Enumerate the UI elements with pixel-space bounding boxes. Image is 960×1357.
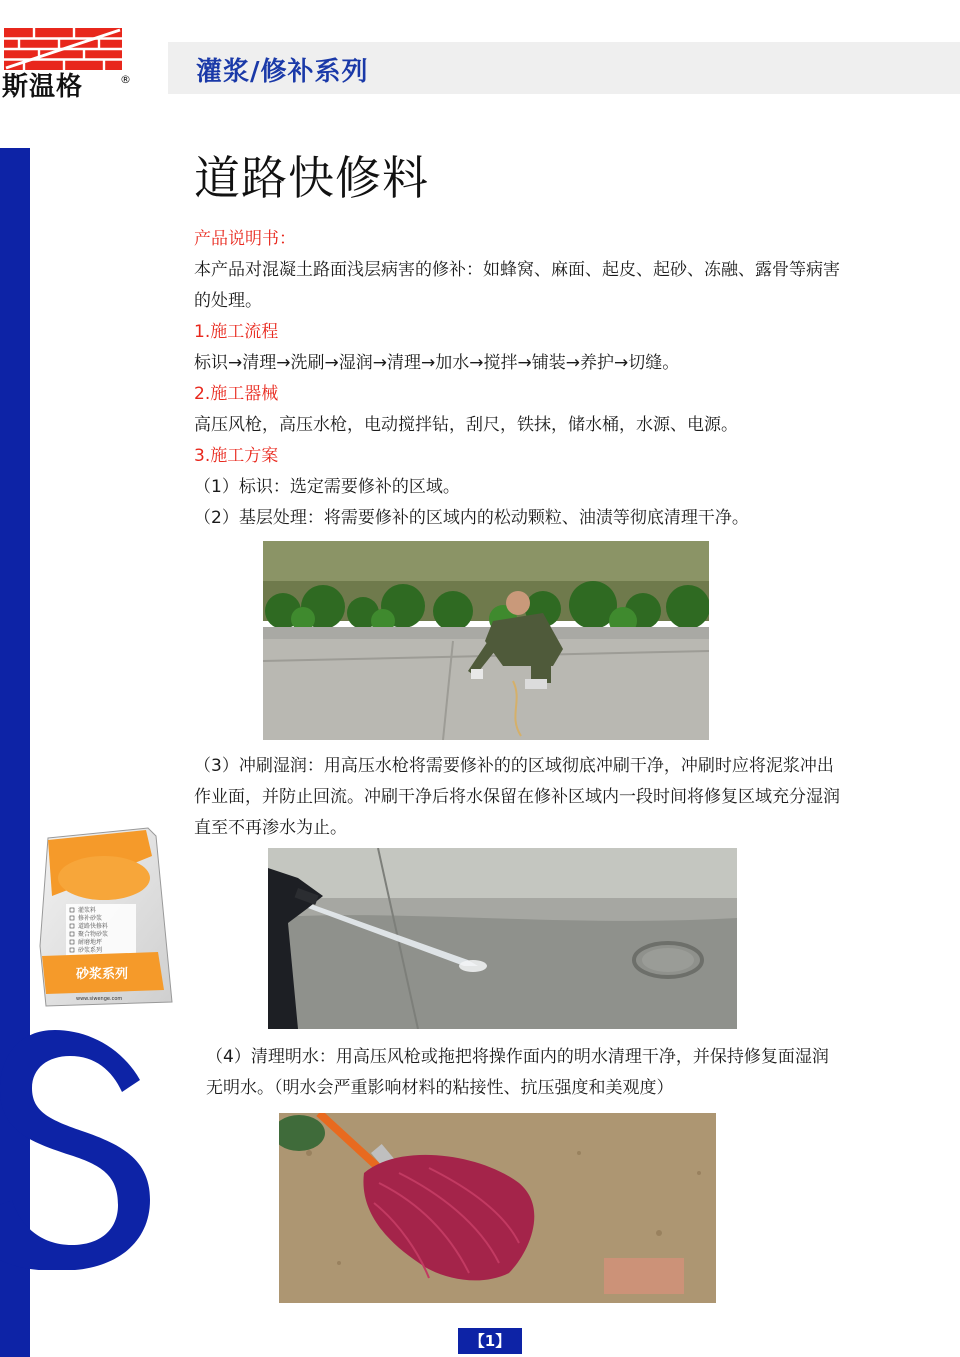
step-3-line3: 直至不再渗水为止。	[194, 818, 347, 838]
bag-website: www.siwenge.com	[76, 996, 123, 1002]
header-band	[168, 42, 960, 94]
step-4-line2: 无明水。（明水会严重影响材料的粘接性、抗压强度和美观度）	[206, 1078, 674, 1098]
process-heading: 1.施工流程	[194, 322, 279, 342]
bag-check-item: 砂浆系列	[78, 947, 103, 954]
page-number: 【1】	[458, 1328, 522, 1354]
page-title: 道路快修料	[194, 151, 429, 205]
series-title: 灌浆/修补系列	[196, 57, 369, 87]
manual-heading: 产品说明书：	[194, 229, 296, 249]
bag-check-item: 耐磨地坪	[78, 939, 103, 946]
step-3-line2: 作业面，并防止回流。冲刷干净后将水保留在修补区域内一段时间将修复区域充分湿润	[194, 787, 840, 807]
brand-logo	[0, 28, 140, 100]
bag-check-item: 聚合物砂浆	[78, 931, 109, 938]
step-3-line1: （3）冲刷湿润：用高压水枪将需要修补的的区域彻底冲刷干净，冲刷时应将泥浆冲出	[194, 756, 834, 776]
big-s-letter-icon	[0, 1020, 150, 1270]
brick-wall-icon	[4, 28, 122, 70]
bag-label: 砂浆系列	[76, 967, 129, 982]
bag-check-item: 灌浆料	[78, 907, 97, 914]
product-bag-image	[38, 826, 178, 1008]
plan-heading: 3.施工方案	[194, 446, 279, 466]
bag-check-item: 修补砂浆	[78, 915, 103, 922]
step-1-text: （1）标识：选定需要修补的区域。	[194, 477, 460, 497]
registered-mark: ®	[120, 73, 131, 86]
tools-text: 高压风枪，高压水枪，电动搅拌钻，刮尺，铁抹，储水桶，水源、电源。	[194, 415, 738, 435]
tools-heading: 2.施工器械	[194, 384, 279, 404]
bag-check-item: 道路快修料	[78, 923, 109, 930]
manual-text-line1: 本产品对混凝土路面浅层病害的修补：如蜂窝、麻面、起皮、起砂、冻融、露骨等病害	[194, 260, 840, 280]
photo-base-treatment	[263, 541, 709, 740]
step-4-line1: （4）清理明水：用高压风枪或拖把将操作面内的明水清理干净，并保持修复面湿润	[206, 1047, 829, 1067]
photo-mopping	[279, 1113, 716, 1303]
photo-water-washing	[268, 848, 737, 1029]
process-text: 标识→清理→洗刷→湿润→清理→加水→搅拌→铺装→养护→切缝。	[194, 353, 680, 373]
brand-name: 斯温格	[2, 72, 84, 102]
step-2-text: （2）基层处理：将需要修补的区域内的松动颗粒、油渍等彻底清理干净。	[194, 508, 749, 528]
manual-text-line2: 的处理。	[194, 291, 262, 311]
